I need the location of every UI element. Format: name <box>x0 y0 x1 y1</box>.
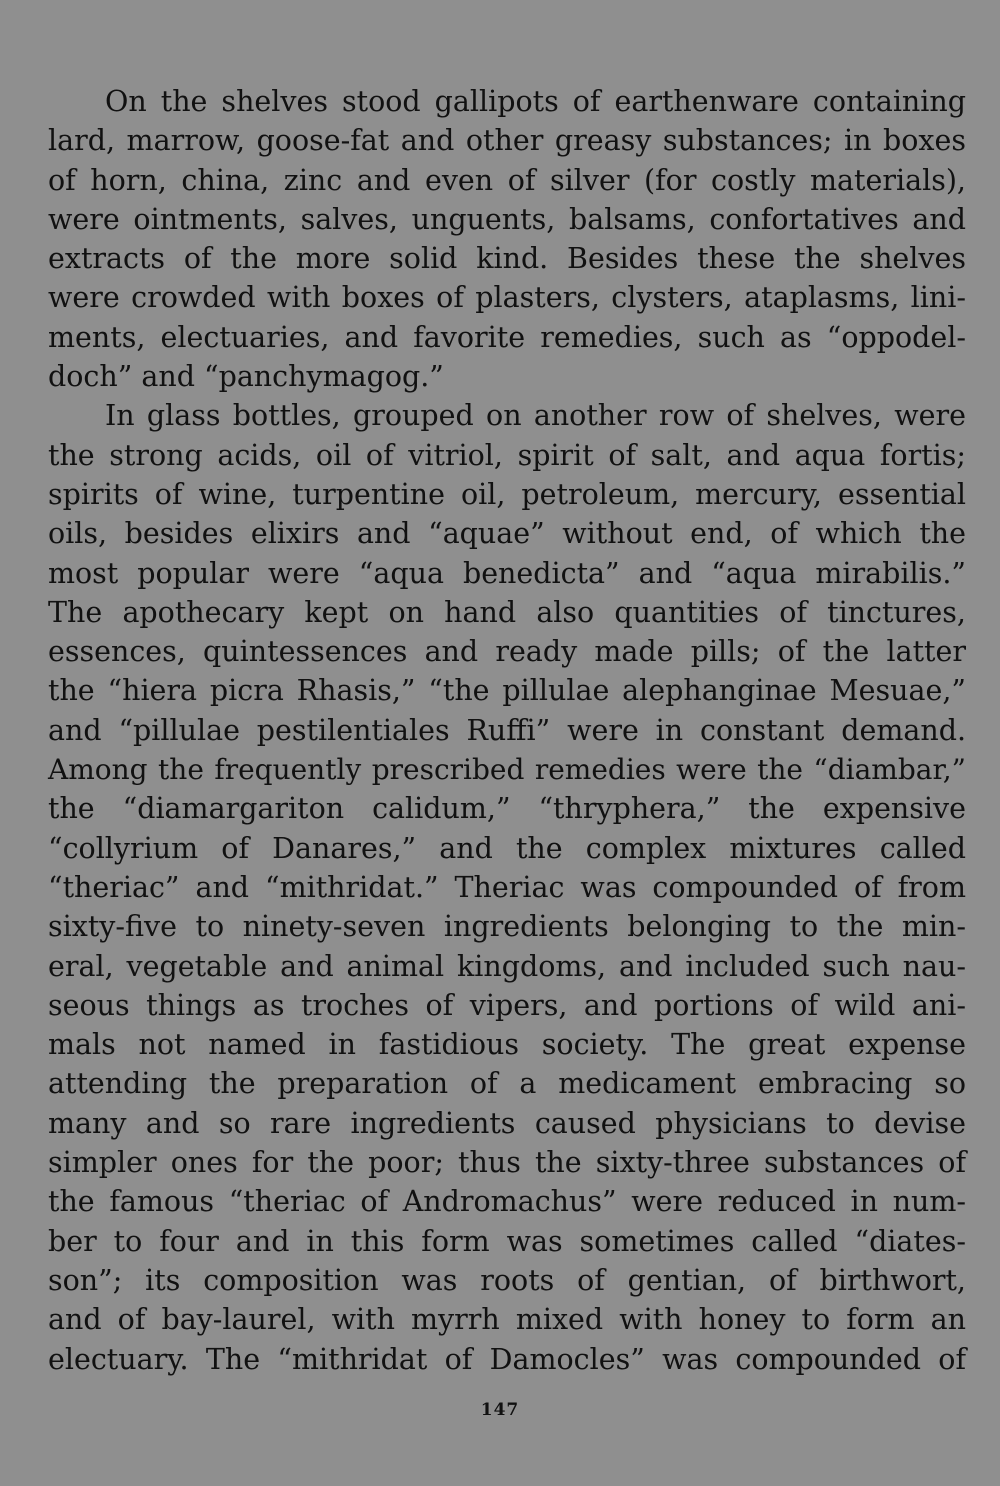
text-line: sixty-five to ninety-seven ingredients belonging to the min- <box>48 910 966 944</box>
text-line: electuary. The “mithridat of Damocles” was compounded of <box>48 1342 966 1376</box>
text-line: attending the preparation of a medicament embracing so <box>48 1067 966 1101</box>
text-line: lard, marrow, goose-fat and other greasy substances; in boxes <box>48 124 966 158</box>
text-line: many and so rare ingredients caused physicians to devise <box>48 1106 966 1140</box>
text-line: “collyrium of Danares,” and the complex mixtures called <box>48 831 966 865</box>
text-line: spirits of wine, turpentine oil, petroleum, mercury, essential <box>48 477 966 511</box>
paragraph-1 <box>48 82 966 396</box>
text-line: most popular were “aqua benedicta” and “aqua mirabilis.” <box>48 556 966 590</box>
text-line: son”; its composition was roots of gentian, of birthwort, <box>48 1263 966 1297</box>
text-line: ber to four and in this form was sometimes called “diates- <box>48 1224 966 1258</box>
text-line: the famous “theriac of Andromachus” were reduced in num- <box>48 1185 966 1219</box>
text-line: the “hiera picra Rhasis,” “the pillulae alephanginae Mesuae,” <box>48 674 966 708</box>
text-line: doch” and “panchymagog.” <box>48 360 444 394</box>
paragraph-2 <box>48 396 966 1378</box>
text-line: oils, besides elixirs and “aquae” without end, of which the <box>48 517 966 551</box>
page-number: 147 <box>480 1400 520 1420</box>
text-line: extracts of the more solid kind. Besides these the shelves <box>48 242 966 276</box>
text-line: the strong acids, oil of vitriol, spirit of salt, and aqua fortis; <box>48 438 966 472</box>
text-line: simpler ones for the poor; thus the sixty-three substances of <box>48 1146 966 1180</box>
text-line: The apothecary kept on hand also quantities of tinctures, <box>48 595 966 629</box>
text-line: On the shelves stood gallipots of earthenware containing <box>105 85 966 118</box>
text-line: ments, electuaries, and favorite remedies, such as “oppodel- <box>48 320 966 354</box>
text-line: essences, quintessences and ready made pills; of the latter <box>48 635 966 669</box>
text-line: Among the frequently prescribed remedies were the “diambar,” <box>48 753 966 787</box>
text-line: of horn, china, zinc and even of silver (for costly materials), <box>48 163 966 197</box>
text-line: “theriac” and “mithridat.” Theriac was compounded of from <box>48 870 966 904</box>
text-line: and “pillulae pestilentiales Ruffi” were in constant demand. <box>48 713 966 747</box>
text-line: were crowded with boxes of plasters, clysters, ataplasms, lini- <box>48 281 966 315</box>
text-line: and of bay-laurel, with myrrh mixed with honey to form an <box>48 1303 966 1337</box>
text-line: were ointments, salves, unguents, balsams, confortatives and <box>48 202 966 236</box>
body-text <box>48 82 966 1379</box>
text-line: mals not named in fastidious society. The great expense <box>48 1028 966 1062</box>
text-line: In glass bottles, grouped on another row of shelves, were <box>105 399 966 433</box>
text-line: eral, vegetable and animal kingdoms, and included such nau- <box>48 949 966 983</box>
text-line: seous things as troches of vipers, and portions of wild ani- <box>48 988 966 1022</box>
text-line: the “diamargariton calidum,” “thryphera,” the expensive <box>48 792 966 826</box>
